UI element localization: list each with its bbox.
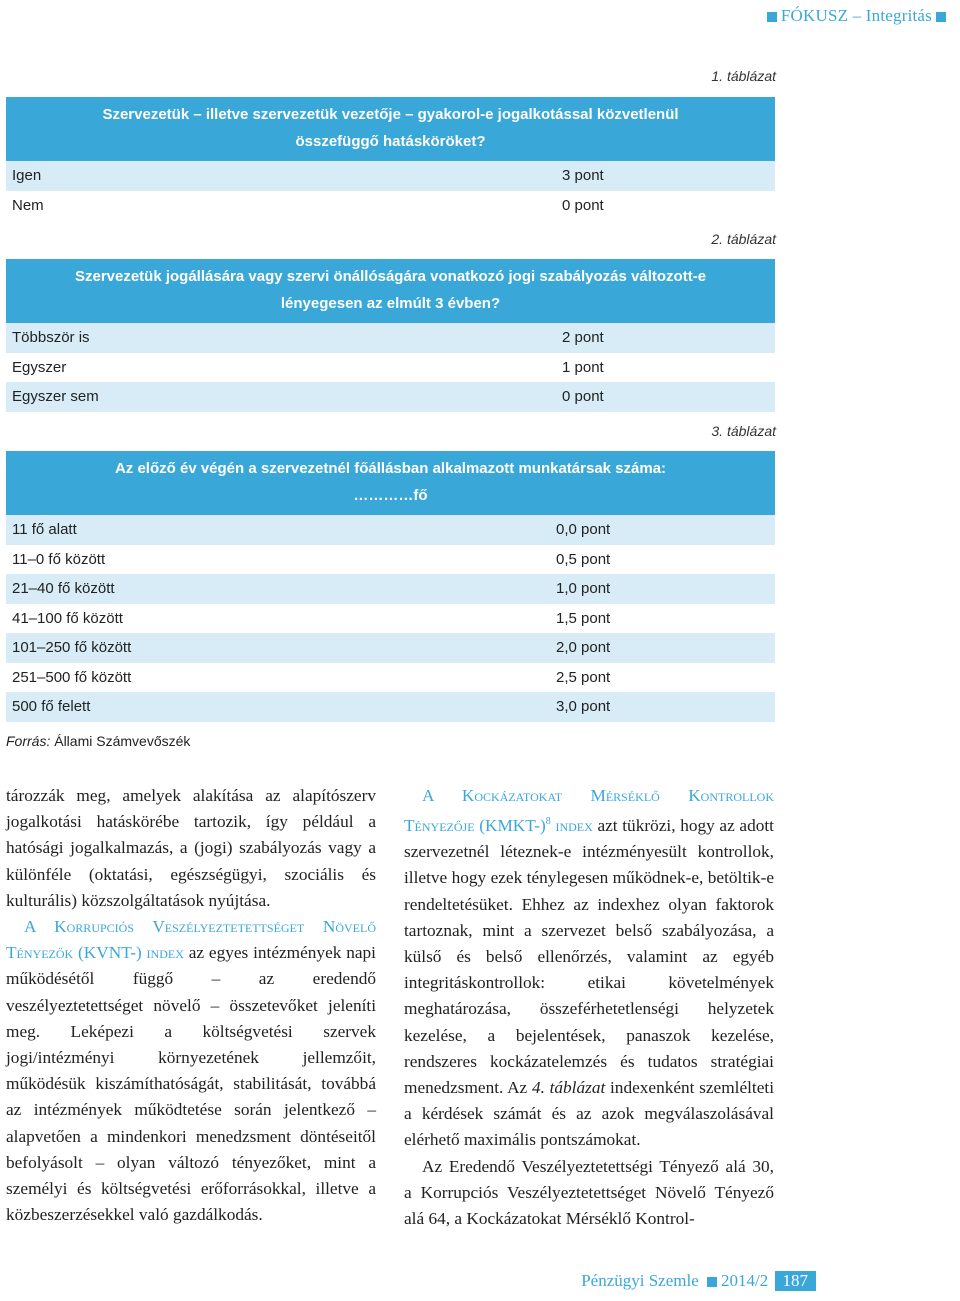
table-row [6, 633, 775, 663]
table-row [6, 191, 775, 221]
table2-question-line1: Szervezetük jogállására vagy szervi önállóságára vonatkozó jogi szabályozás változott-e [74, 268, 707, 285]
row-value: 2 pont [562, 329, 604, 346]
left-paragraph-1: tározzák meg, amelyek alakítása az alapítószerv jogalkotási hatáskörébe tartozik, így például a hatósági jogalkalmazás, a (jogi) szabályozás vagy a különféle (oktatási, egészségügyi, szociális és kulturális) közszolgáltatások nyújtása. [6, 786, 376, 910]
footnote-ref: 8 [545, 816, 551, 828]
table1-caption: 1. táblázat [711, 68, 776, 84]
table3 [6, 451, 775, 722]
row-value: 0 pont [562, 388, 604, 405]
kvnt-index-term: A Korrupciós Veszélyeztetettséget Növelő Tényezők (KVNT-) index [6, 917, 376, 963]
table2-question-line2: lényegesen az elmúlt 3 évben? [280, 295, 501, 312]
kmkt-index-word: index [555, 815, 593, 835]
journal-name: Pénzügyi Szemle [581, 1271, 699, 1290]
left-paragraph-2 [6, 914, 376, 1228]
row-value: 2,0 pont [556, 639, 611, 656]
table2-question [6, 259, 775, 323]
row-value: 1 pont [562, 358, 604, 376]
table-row [6, 161, 775, 191]
row-label: Többször is [12, 329, 90, 346]
row-label: 11 fő alatt [12, 521, 77, 538]
row-label: 41–100 fő között [12, 609, 123, 627]
table-row [6, 515, 775, 545]
source-note [6, 733, 190, 749]
table1 [6, 97, 775, 220]
table-row [6, 692, 775, 722]
row-label: Nem [12, 196, 44, 214]
table-reference: 4. táblázat [531, 1078, 606, 1097]
table3-caption: 3. táblázat [711, 423, 776, 439]
left-text-column [6, 783, 376, 1228]
row-value: 0,0 pont [556, 521, 611, 538]
issue-number: 2014/2 [721, 1271, 769, 1290]
table1-question [6, 97, 775, 161]
square-bullet-icon [936, 12, 946, 22]
source-label: Forrás: [6, 733, 51, 749]
row-value: 0 pont [562, 196, 604, 214]
page-number: 187 [775, 1271, 817, 1291]
row-label: 101–250 fő között [12, 639, 132, 656]
table1-question-line2: összefüggő hatásköröket? [295, 133, 486, 150]
right-paragraph-1 [404, 783, 774, 1154]
right-paragraph-1-text-a: azt tükrözi, hogy az adott szervezetnél léteznek-e intézményesült kontrollok, illetve hogy ezek ténylegesen működnek-e, betöltik-e rendeltetésüket. Ehhez az indexhez olyan faktorok tartoznak, mint a szervezet belső szabályozása, a külső és belső ellenőrzés, valamint az egyéb integritáskontrollok: etikai követelmények meghatározása, összeférhetetlenségi helyzetek kezelése, a bejelentések, panaszok kezelése, rendszeres kockázatelemzés és tudatos stratégiai menedzsment. Az [404, 815, 774, 1097]
row-value: 2,5 pont [556, 668, 611, 686]
row-value: 0,5 pont [556, 550, 611, 568]
row-label: 11–0 fő között [12, 550, 106, 568]
row-value: 3,0 pont [556, 698, 611, 715]
table2 [6, 259, 775, 412]
row-value: 1,0 pont [556, 580, 611, 597]
right-paragraph-2: Az Eredendő Veszélyeztetettségi Tényező alá 30, a Korrupciós Veszélyeztetettséget Növelő Tényező alá 64, a Kockázatokat Mérséklő Kontrol- [404, 1156, 774, 1229]
page-footer [581, 1271, 816, 1291]
kmkt-index-term: A Kockázatokat Mérséklő Kontrollok Tényezője (KMKT-) [404, 786, 774, 835]
header-separator: – [852, 6, 862, 25]
row-label: 251–500 fő között [12, 668, 132, 686]
table-row [6, 323, 775, 353]
right-text-column [404, 783, 774, 1232]
table2-caption: 2. táblázat [711, 231, 776, 247]
row-value: 3 pont [562, 167, 604, 184]
table-row [6, 663, 775, 693]
table-row [6, 353, 775, 383]
row-label: 21–40 fő között [12, 580, 115, 597]
table1-question-line1: Szervezetük – illetve szervezetük vezetője – gyakorol-e jogalkotással közvetlenül [102, 106, 679, 123]
table-row [6, 545, 775, 575]
row-label: Igen [12, 167, 42, 184]
header-topic: Integritás [865, 6, 932, 25]
right-paragraph-1-text-b: indexenként szemlélteti a kérdések számát és az azok megválaszolásával elérhető maximális pontszámokat. [404, 1078, 775, 1150]
row-label: Egyszer sem [12, 388, 99, 405]
row-label: 500 fő felett [12, 698, 91, 715]
square-bullet-icon [707, 1277, 717, 1287]
header-section: FÓKUSZ [780, 6, 849, 25]
table3-question [6, 451, 775, 515]
table3-question-line2: …………fő [353, 487, 428, 504]
row-value: 1,5 pont [556, 609, 611, 627]
left-paragraph-2-text: az egyes intézmények napi működésétől függő – az eredendő veszélyeztetettséget növelő – összetevőket jeleníti meg. Leképezi a költségvetési szervek jogi/intézményi környezetének jellemzőit, működésük kiszámíthatóságát, stabilitását, továbbá az intézmények működtetése során jelentkező – alapvetően a mindenkori menedzsment döntéseitől befolyásolt – olyan változó tényezőket, mint a személyi és költségvetési erőforrásokkal, illetve a közbeszerzésekkel való gazdálkodás. [6, 943, 376, 1225]
table-row [6, 382, 775, 412]
table3-question-line1: Az előző év végén a szervezetnél főállásban alkalmazott munkatársak száma: [114, 460, 667, 477]
square-bullet-icon [767, 12, 777, 22]
source-text: Állami Számvevőszék [54, 733, 191, 749]
table-row [6, 574, 775, 604]
running-header [763, 6, 950, 26]
table-row [6, 604, 775, 634]
row-label: Egyszer [12, 358, 67, 376]
